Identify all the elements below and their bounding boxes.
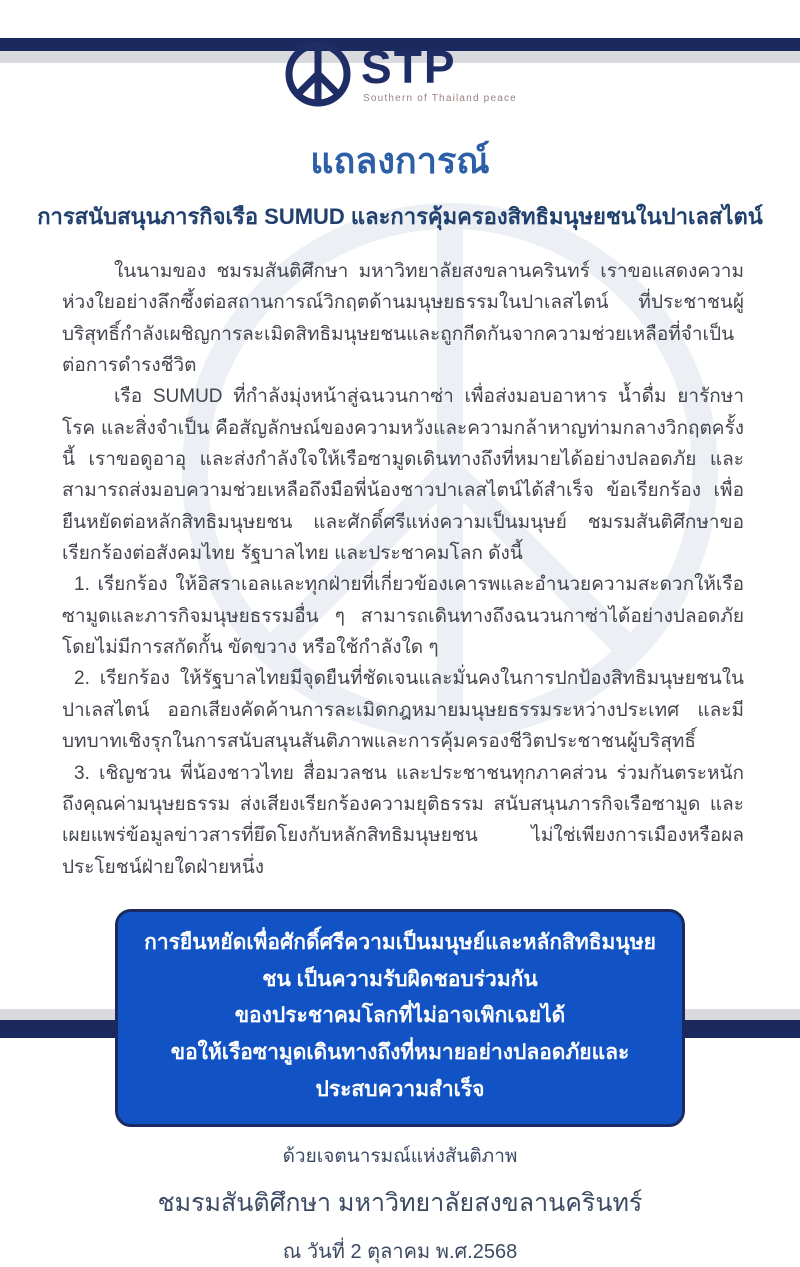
logo-stp-label: STP [361, 41, 457, 93]
logo-tagline: Southern of Thailand peace [363, 93, 517, 104]
highlight-line-2: ของประชาคมโลกที่ไม่อาจเพิกเฉยได้ [234, 1004, 566, 1028]
paragraph-2: เรือ SUMUD ที่กำลังมุ่งหน้าสู่ฉนวนกาซ่า เพื่อส่งมอบอาหาร น้ำดื่ม ยารักษาโรค และสิ่งจำเป็น คือสัญลักษณ์ของความหวังและความกล้าหาญท่ามกลางวิกฤตครั้งนี้ เราขอดูอาอุ และส่งกำลังใจให้เรือซามูดเดินทางถึงที่หมายได้อย่างปลอดภัย และสามารถส่งมอบความช่วยเหลือถึงมือพี่น้องชาวปาเลสไตน์ได้สำเร็จ ข้อเรียกร้อง เพื่อยืนหยัดต่อหลักสิทธิมนุษยชน และศักดิ์ศรีแห่งความเป็นมนุษย์ ชมรมสันติศึกษาขอเรียกร้องต่อสังคมไทย รัฐบาลไทย และประชาคมโลก ดังนี้ [62, 386, 744, 565]
stp-logo [0, 38, 800, 110]
signature-block [0, 1141, 800, 1267]
highlight-line-1: การยืนหยัดเพื่อศักดิ์ศรีความเป็นมนุษย์และหลักสิทธิมนุษยชน เป็นความรับผิดชอบร่วมกัน [144, 930, 656, 991]
statement-body [0, 256, 800, 883]
statement-date: ณ วันที่ 2 ตุลาคม พ.ศ.2568 [282, 1240, 518, 1263]
page-title: แถลงการณ์ [310, 140, 490, 181]
organization-name: ชมรมสันติศึกษา มหาวิทยาลัยสงขลานครินทร์ [157, 1188, 643, 1217]
highlight-line-3: ขอให้เรือซามูดเดินทางถึงที่หมายอย่างปลอดภัยและประสบความสำเร็จ [170, 1041, 630, 1101]
statement-document [0, 38, 800, 1263]
peace-icon [283, 39, 353, 109]
demand-item-2: 2. เรียกร้อง ให้รัฐบาลไทยมีจุดยืนที่ชัดเจนและมั่นคงในการปกป้องสิทธิมนุษยชนในปาเลสไตน์ ออกเสียงคัดค้านการละเมิดกฎหมายมนุษยธรรมระหว่างประเทศ และมีบทบาทเชิงรุกในการสนับสนุนสันติภาพและการคุ้มครองชีวิตประชาชนผู้บริสุทธิ์ [62, 668, 744, 753]
demand-item-1: 1. เรียกร้อง ให้อิสราเอลและทุกฝ่ายที่เกี่ยวข้องเคารพและอำนวยความสะดวกให้เรือซามูดและภารกิจมนุษยธรรมอื่น ๆ สามารถเดินทางถึงฉนวนกาซ่าได้อย่างปลอดภัย โดยไม่มีการสกัดกั้น ขัดขวาง หรือใช้กำลังใด ๆ [62, 574, 744, 659]
paragraph-1: ในนามของ ชมรมสันติศึกษา มหาวิทยาลัยสงขลานครินทร์ เราขอแสดงความห่วงใยอย่างลึกซึ้งต่อสถานการณ์วิกฤตด้านมนุษยธรรมในปาเลสไตน์ ที่ประชาชนผู้บริสุทธิ์กำลังเผชิญการละเมิดสิทธิมนุษยชนและถูกกีดกันจากความช่วยเหลือที่จำเป็นต่อการดำรงชีวิต [62, 261, 744, 377]
closing-motto: ด้วยเจตนารมณ์แห่งสันติภาพ [282, 1145, 518, 1167]
highlight-statement-box [115, 909, 685, 1127]
page-subtitle: การสนับสนุนภารกิจเรือ SUMUD และการคุ้มครองสิทธิมนุษยชนในปาเลสไตน์ [37, 204, 763, 229]
demand-item-3: 3. เชิญชวน พี่น้องชาวไทย สื่อมวลชน และประชาชนทุกภาคส่วน ร่วมกันตระหนักถึงคุณค่ามนุษยธรรม ส่งเสียงเรียกร้องความยุติธรรม สนับสนุนภารกิจเรือซามูด และเผยแพร่ข้อมูลข่าวสารที่ยึดโยงกับหลักสิทธิมนุษยชน ไม่ใช่เพียงการเมืองหรือผลประโยชน์ฝ่ายใดฝ่ายหนึ่ง [62, 762, 744, 878]
